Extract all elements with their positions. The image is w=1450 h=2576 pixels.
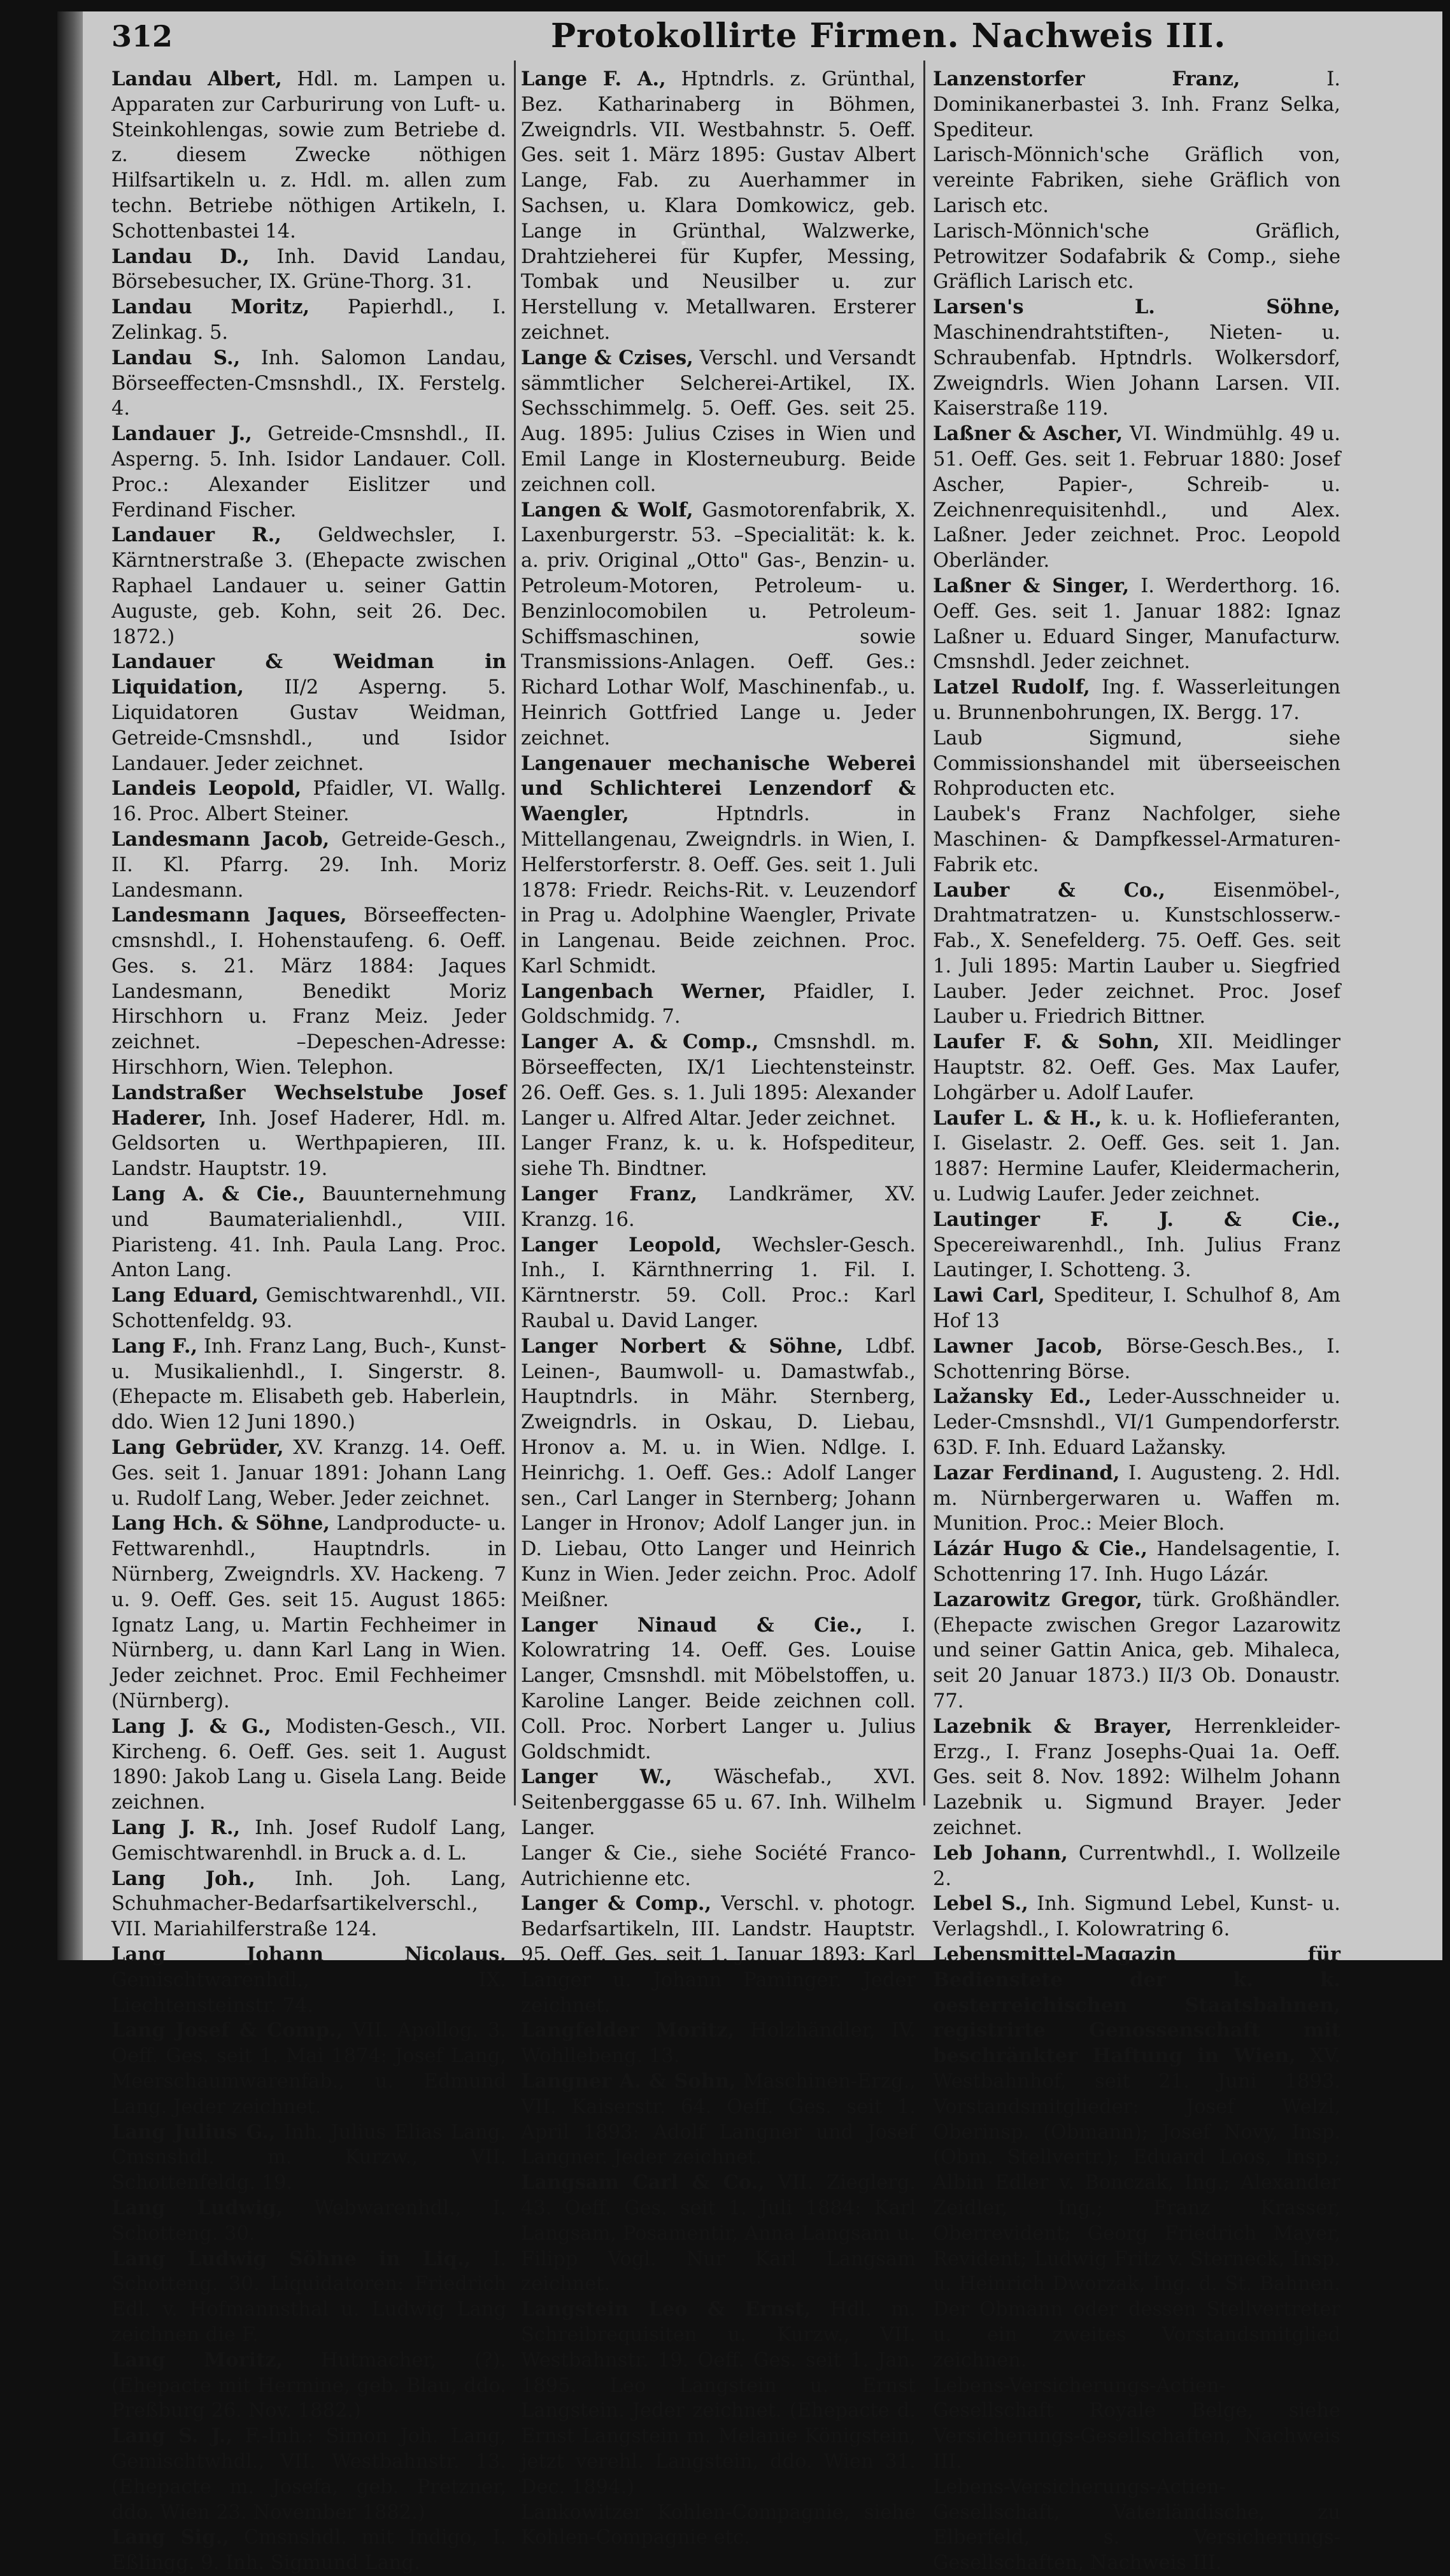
entry-text: Laubek's Franz Nachfolger, siehe Maschinen- & Dampfkessel-Armaturen-Fabrik etc. [933,803,1340,876]
entry-text: Langer Franz, k. u. k. Hofspediteur, siehe Th. Bindtner. [521,1132,916,1181]
entry-headword: Langer Ninaud & Cie., [521,1613,863,1637]
entry-headword: Langer Franz, [521,1183,698,1206]
entry-text: Ing. f. Wasserleitungen u. Brunnenbohrungen, IX. Bergg. 17. [933,676,1340,724]
entry-headword: Landau Moritz, [111,295,310,319]
entry-headword: Lázár Hugo & Cie., [933,1537,1148,1561]
directory-entry [111,903,506,1081]
directory-entry [111,1816,506,1867]
directory-entry [521,1233,916,1334]
entry-headword: Langer Leopold, [521,1233,722,1256]
entry-text: Handelsagentie, I. Schottenring 17. Inh. Hugo Lázár. [933,1538,1340,1586]
directory-entry [111,1283,506,1334]
entry-headword: Lang F., [111,1334,198,1358]
entry-text: I. Dominikanerbastei 3. Inh. Franz Selka, Spediteur. [933,68,1340,141]
entry-text: Wäschefab., XVI. Seitenberggasse 65 u. 67. Inh. Wilhelm Langer. [521,1766,916,1839]
entry-text: Ldbf. Leinen-, Baumwoll- u. Damastwfab., Hauptndrls. in Mähr. Sternberg, Zweigndrls. in Oskau, D. Liebau, Hronov a. M. u. in Wien. Ndlge. I. Heinrichg. 1. Oeff. Ges.: Adolf Langer sen., Carl Langer in Sternberg; Johann Langer in Hronov; Adolf Langer jun. in D. Liebau, Otto Langer und Heinrich Kunz in Wien. Jeder zeichn. Proc. Adolf Meißner. [521,1335,916,1611]
entry-text: Getreide-Gesch., II. Kl. Pfarrg. 29. Inh. Moriz Landesmann. [111,828,506,902]
directory-entry [111,827,506,903]
directory-entry [111,2525,506,2576]
entry-headword: Landau D., [111,245,250,268]
entry-headword: Langen & Wolf, [521,498,693,522]
directory-entry [521,67,916,346]
entry-headword: Lauber & Co., [933,878,1165,902]
entry-headword: Landau S., [111,346,241,369]
directory-entry [521,1765,916,1840]
directory-entry [111,2247,506,2348]
entry-text: Verschl. und Versandt sämmtlicher Selcherei-Artikel, IX. Sechsschimmelg. 5. Oeff. Ges. seit 25. Aug. 1895: Julius Czises in Wien und Emil Lange in Klosterneuburg. Beide zeichnen coll. [521,346,916,496]
entry-headword: Langer W., [521,1765,672,1789]
entry-headword: Landstraßer Wechselstube Josef Haderer, [111,1081,506,1130]
entry-text: Landkrämer, XV. Kranzg. 16. [521,1183,916,1231]
directory-entry [111,523,506,650]
entry-text: Inh. Julius Elias Lang. Cmsnshdl. m. Kurzw., VII. Schottenfeldg. 19. [111,2121,506,2195]
entry-headword: Landauer & Weidman in Liquidation, [111,650,506,699]
entry-headword: Landau Albert, [111,68,282,90]
directory-entry [111,295,506,346]
entry-text: Pfaidler, I. Goldschmidg. 7. [521,980,916,1028]
directory-entry [111,245,506,295]
entry-text: Pfaidler, VI. Wallg. 16. Proc. Albert Steiner. [111,778,506,826]
directory-entry [933,1106,1340,1207]
entry-text: I. Werderthorg. 16. Oeff. Ges. seit 1. Januar 1882: Ignaz Laßner u. Eduard Singer, Manufacturw. Cmsnshdl. Jeder zeichnet. [933,574,1340,674]
directory-entry [111,1867,506,1942]
directory-entry [111,346,506,422]
entry-headword: Landeis Leopold, [111,777,302,801]
entry-text: Larisch-Mönnich'sche Gräflich von, vereinte Fabriken, siehe Gräflich von Larisch etc. [933,144,1340,217]
entry-headword: Lang J. R., [111,1816,241,1839]
entry-text: Inh. Sigmund Lebel, Kunst- u. Verlagshdl., I. Kolowratring 6. [933,1893,1340,1941]
entry-headword: Lazarowitz Gregor, [933,1588,1143,1611]
entry-headword: Laßner & Singer, [933,574,1130,597]
entry-text: Webwarenhdl., I. Schotteng. 30. [111,2196,507,2245]
directory-entry [521,2018,916,2069]
directory-entry [933,1283,1340,1334]
directory-entry [521,1131,916,1182]
entry-text: Inh. Salomon Landau, Börseeffecten-Cmsnshdl., IX. Ferstelg. 4. [111,346,506,420]
entry-text: Holzhändler, IV. Wohllebeng. 13. [521,2019,916,2068]
entry-text: Inh. Franz Lang, Buch-, Kunst- u. Musikalienhdl., I. Singerstr. 8. (Ehepacte m. Elisabeth geb. Haberlein, ddo. Wien 12 Juni 1890.) [111,1335,506,1434]
entry-text: Inh. David Landau, Börsebesucher, IX. Grüne-Thorg. 31. [111,245,507,294]
directory-entry [933,143,1340,218]
entry-text: Hptndrls. z. Grünthal, Bez. Katharinaberg in Böhmen, Zweigndrls. VII. Westbahnstr. 5. Oeff. Ges. seit 1. März 1895: Gustav Albert Lange, Fab. zu Auerhammer in Sachsen, u. Klara Domkowicz, geb. Lange in Grünthal, Walzwerke, Drahtzieherei für Kupfer, Messing, Tombak und Neusilber u. zur Herstellung v. Metallwaren. Ersterer zeichnet. [521,68,916,344]
directory-entry [111,1942,506,2018]
entry-text: Verschl. v. photogr. Bedarfsartikeln, III. Landstr. Hauptstr. 95. Oeff. Ges. seit 1. Januar 1893: Karl Langer u. Johann Paminger. Jeder zeichnet. [521,1893,916,2017]
page-number: 312 [111,19,173,53]
directory-entry [933,219,1340,295]
directory-entry [933,1537,1340,1588]
entry-text: Cmsnshdl. m. Börseeffecten, IX/1 Liechtensteinstr. 26. Oeff. Ges. s. 1. Juli 1895: Alexander Langer u. Alfred Altar. Jeder zeichnet. [521,1031,916,1130]
entry-headword: Lawner Jacob, [933,1334,1104,1358]
directory-entry [933,1461,1340,1537]
entry-headword: Laßner & Ascher, [933,422,1123,446]
entry-headword: Langenbach Werner, [521,979,766,1003]
entry-text: VII. Apollog. 3. Oeff. Ges. seit 1. Mai 1874: Josef Lang, Meerschaumwarenfab., u. Edmund Lang. Jeder zeichnet. [111,2019,506,2118]
entry-text: Maschinen-Erzg., VII. Kaiserstr. 64. Oeff. Ges. seit 1. April 1893: Adolf Langner und Josef Langner. Jeder zeichnet. [521,2070,916,2169]
directory-entry [521,2069,916,2170]
directory-entry [521,979,916,1030]
entry-text: Laub Sigmund, siehe Commissionshandel mit überseeischen Rohproducten etc. [933,727,1340,801]
entry-text: Specereiwarenhdl., Inh. Julius Franz Lautinger, I. Schotteng. 3. [933,1234,1340,1282]
entry-text: Bauunternehmung und Baumaterialienhdl., VIII. Piaristeng. 41. Inh. Paula Lang. Proc. Anton Lang. [111,1183,506,1282]
entry-headword: Lazar Ferdinand, [933,1461,1120,1484]
entry-headword: Lautinger F. J. & Cie., [933,1207,1340,1231]
directory-entry [933,574,1340,675]
entry-headword: Lang Hch. & Söhne, [111,1512,331,1535]
entry-text: Hutmacher, (?). (Ehepacte mit Hermine, geb. Blau, ddo. Preßburg 26. Nov. 1882.) [111,2349,506,2423]
directory-entry [111,1435,506,1511]
column-divider [923,60,925,1805]
entry-text: k. u. k. Hoflieferanten, I. Giselastr. 2. Oeff. Ges. seit 1. Jan. 1887: Hermine Laufer, Kleidermacherin, u. Ludwig Laufer. Jeder zeichnet. [933,1107,1340,1206]
directory-entry [111,2120,506,2196]
entry-headword: Lang Josef & Comp., [111,2019,343,2042]
entry-headword: Leb Johann, [933,1841,1068,1865]
entry-text: I. Kolowratring 14. Oeff. Ges. Louise Langer, Cmsnshdl. mit Möbelstoffen, u. Karoline Langer. Beide zeichnen coll. Coll. Proc. Norbert Langer u. Julius Goldschmidt. [521,1614,916,1763]
entry-text: XV. Kranzg. 14. Oeff. Ges. seit 1. Januar 1891: Johann Lang u. Rudolf Lang, Weber. Jeder zeichnet. [111,1437,506,1510]
directory-entry [933,2373,1340,2475]
directory-entry [933,2475,1340,2576]
directory-entry [933,802,1340,878]
entry-text: türk. Großhändler. (Ehepacte zwischen Gregor Lazarowitz und seiner Gattin Anica, geb. Mihaleca, seit 20 Januar 1873.) II/3 Ob. Donaustr. 77. [933,1588,1341,1712]
entry-headword: Lang Gebrüder, [111,1436,284,1460]
entry-headword: Lang Moritz, [111,2348,283,2372]
directory-entry [933,295,1340,422]
directory-entry [111,776,506,827]
entry-text: Eisenmöbel-, Drahtmatratzen- u. Kunstschlosserw.-Fab., X. Senefelderg. 75. Oeff. Ges. seit 1. Juli 1895: Martin Lauber u. Siegfried Lauber. Jeder zeichnet. Proc. Josef Lauber u. Friedrich Bittner. [933,879,1340,1028]
entry-headword: Lažansky Ed., [933,1385,1092,1409]
entry-headword: Langfelder Moritz, [521,2019,735,2042]
entry-headword: Langstein Leo & Ernst, [521,2298,811,2321]
entry-headword: Langsam Carl & Co., [521,2171,765,2195]
entry-text: XV. Westbahnhof, seit 21. Juni 1893. Vorstandsmitglieder: Josef Welzl, Oberinsp. (Obmann); Josef Novy, Insp. (Obm. Stellvertr.); Eduard Loos, Insp.; Albin Edler v. Bonczak, Ing.; Alexander Zeidler, Ing.; Franz Krasser, Oberrevident; Georg Friedrich Mayer, Revident; Ludwig Fritz v. Sterneck, Insp. u. Heinrich Dworzak, Ing. d. St. Bahnen. Der Obmann oder dessen Stellvertreter u. ein zweites Vorstandsmitglied zeichnen. [933,2045,1340,2372]
entry-text: VI. Windmühlg. 49 u. 51. Oeff. Ges. seit 1. Februar 1880: Josef Ascher, Papier-, Schreib- u. Zeichnenrequisitenhdl., und Alex. Laßner. Jeder zeichnet. Proc. Leopold Oberländer. [933,423,1340,573]
entry-headword: Larsen's L. Söhne, [933,295,1340,319]
entry-text: Modisten-Gesch., VII. Kircheng. 6. Oeff. Ges. seit 1. August 1890: Jakob Lang u. Gisela Lang. Beide zeichnen. [111,1715,506,1814]
entry-headword: Lang Julius G., [111,2120,276,2144]
entry-headword: Langer & Comp., [521,1892,712,1916]
entry-text: Papierhdl., I. Zelinkag. 5. [111,296,506,344]
entry-text: Lebens-Versicherungs-Actien-Gesellschaft, Vaterländische, zu Elberfeld, s. Versicherungs-Gesellschaften, Nachweis III. [933,2475,1340,2575]
entry-headword: Lange F. A., [521,68,666,90]
directory-entry [111,422,506,523]
directory-entry [933,1714,1340,1841]
entry-headword: Lazebnik & Brayer, [933,1714,1172,1738]
entry-text: Spediteur, I. Schulhof 8, Am Hof 13 [933,1284,1341,1333]
entry-headword: Landauer J., [111,422,252,446]
entry-headword: Lawi Carl, [933,1284,1045,1307]
entry-text: Cmsnshdl. mit Indigo, I. Eßlingg. 9. Inh. Sigmund Lang. [111,2526,506,2575]
entry-headword: Laufer F. & Sohn, [933,1030,1160,1054]
entry-text: Gemischtwarenhdl., IX. Liechtensteinstr. 74. [111,1968,506,2017]
entry-text: Landproducte- u. Fettwarenhdl., Hauptndrls. in Nürnberg, Zweigndrls. XV. Hackeng. 7 u. 9. Oeff. Ges. seit 15. August 1865: Ignatz Lang, u. Martin Fechheimer in Nürnberg, u. dann Karl Lang in Wien. Jeder zeichnet. Proc. Emil Fechheimer (Nürnberg). [111,1512,506,1712]
directory-entry [933,67,1340,143]
entry-headword: Langer Norbert & Söhne, [521,1334,844,1358]
page-header [111,14,1379,65]
entry-text: Geldwechsler, I. Kärntnerstraße 3. (Ehepacte zwischen Raphael Landauer u. seiner Gattin Auguste, geb. Kohn, seit 26. Dec. 1872.) [111,524,506,648]
entry-headword: Lang Eduard, [111,1284,259,1307]
entry-text: Börse-Gesch.Bes., I. Schottenring Börse. [933,1335,1340,1383]
entry-text: Hdl. m. Lampen u. Apparaten zur Carburirung von Luft- u. Steinkohlengas, sowie zum Betriebe d. z. diesem Zwecke nöthigen Hilfsartikeln u. z. Hdl. m. allen zum techn. Betriebe nöthigen Artikeln, I. Schottenbastei 14. [111,68,506,243]
entry-headword: Langenauer mechanische Weberei und Schlichterei Lenzendorf & Waengler, [521,751,916,826]
entry-headword: Lang Johann Nicolaus, [111,1942,506,1966]
entry-text: Inh. Josef Rudolf Lang, Gemischtwarenhdl. in Bruck a. d. L. [111,1816,506,1865]
entry-headword: Lang Ludwig, [111,2196,283,2219]
directory-entry [111,1081,506,1182]
entry-text: Getreide-Cmsnshdl., II. Asperng. 5. Inh. Isidor Landauer. Coll. Proc.: Alexander Eislitzer und Ferdinand Fischer. [111,423,506,522]
directory-entry [933,1030,1340,1106]
directory-entry [933,1891,1340,1942]
directory-entry [111,650,506,776]
entry-headword: Latzel Rudolf, [933,676,1090,699]
directory-entry [521,2170,916,2297]
running-title: Protokollirte Firmen. Nachweis III. [551,17,1226,55]
directory-entry [933,1384,1340,1460]
directory-entry [933,726,1340,802]
directory-entry [111,2018,506,2119]
directory-column-1 [111,67,507,2575]
entry-text: Larisch-Mönnich'sche Gräflich, Petrowitzer Sodafabrik & Comp., siehe Gräflich Larisch etc. [933,220,1340,294]
entry-text: VII. Zieglerg. 43. Oeff. Ges. seit 1. Juli 1884: Karl Langsam, Posamentir, Anna Langsam u. Filipp Vogl. Nur Karl Langsam zeichnet. [521,2172,916,2296]
entry-text: F.-Inh.: Simon Joh. Lang, Gemischtwhdl., VII. Westbahnstr. 13. (Ehepacte m. Josefa, geb. Pretzner, ddo. Wien 23. November 1882.) [111,2425,506,2524]
entry-text: Leder-Ausschneider u. Leder-Cmsnshdl., VI/1 Gumpendorferstr. 63D. F. Inh. Eduard Lažansky. [933,1386,1340,1460]
entry-headword: Landauer R., [111,523,281,547]
directory-entry [111,1334,506,1435]
entry-headword: Lang S. J., [111,2424,233,2448]
directory-entry [521,751,916,979]
directory-entry [521,2297,916,2500]
entry-text: Langer & Cie., siehe Société Franco-Autrichienne etc. [521,1842,916,1890]
page-binding-edge [57,11,83,1960]
entry-text: Maschinendrahtstiften-, Nieten- u. Schraubenfab. Hptndrls. Wolkersdorf, Zweigndrls. Wien Johann Larsen. VII. Kaiserstraße 119. [933,321,1340,420]
entry-headword: Lang Ludwig Söhne in Liq., [111,2247,471,2270]
entry-headword: Lange & Czises, [521,346,693,369]
directory-entry [111,2196,506,2247]
directory-entry [521,1182,916,1233]
directory-entry [933,1207,1340,1283]
directory-entry [521,346,916,498]
directory-entry [933,675,1340,726]
column-divider [514,60,516,1805]
entry-text: Herrenkleider-Erzg., I. Franz Josephs-Quai 1a. Oeff. Ges. seit 8. Nov. 1892: Wilhelm Johann Lazebnik u. Sigmund Brayer. Jeder zeichnet. [933,1715,1340,1839]
directory-entry [933,1841,1340,1892]
entry-headword: Landesmann Jacob, [111,827,330,851]
entry-text: Hptndrls. in Mittellangenau, Zweigndrls. in Wien, I. Helferstorferstr. 8. Oeff. Ges. seit 1. Juli 1878: Friedr. Reichs-Rit. v. Leuzendorf in Prag u. Adolphine Waengler, Private in Langenau. Beide zeichnen. Proc. Karl Schmidt. [521,803,916,978]
directory-entry [521,1030,916,1131]
directory-entry [521,1613,916,1765]
directory-entry [111,1511,506,1714]
entry-text: Gemischtwarenhdl., VII. Schottenfeldg. 93. [111,1284,506,1333]
entry-text: Currentwhdl., I. Wollzeile 2. [933,1842,1340,1890]
entry-headword: Lebensmittel-Magazin für Bedienstete der k. k. oesterreichischen Staatsbahnen, registrirte Genossenschaft mit beschränkter Haftung in Wien, [933,1942,1340,2068]
entry-text: XII. Meidlinger Hauptstr. 82. Oeff. Ges. Max Laufer, Lohgärber u. Adolf Laufer. [933,1031,1340,1104]
directory-column-3 [933,67,1341,2575]
entry-headword: Laufer L. & H., [933,1106,1102,1130]
entry-headword: Langner A. & Sohn, [521,2069,736,2093]
entry-headword: Lang Sig., [111,2526,229,2549]
directory-entry [933,422,1340,574]
directory-entry [111,1714,506,1816]
directory-entry [521,1334,916,1613]
directory-entry [111,2348,506,2424]
directory-column-2 [521,67,916,2549]
entry-text: Lebens-Versicherungs-Actien-Gesellschaft Royale Belge, siehe Versicherungs-Gesellschaften, Nachweis III. [933,2374,1340,2473]
entry-headword: Lebel S., [933,1892,1028,1916]
directory-entry [111,67,506,245]
entry-headword: Lang J. & G., [111,1714,271,1738]
entry-headword: Landesmann Jaques, [111,904,347,927]
directory-entry [521,1841,916,1892]
directory-entry [521,1891,916,2018]
directory-entry [111,2424,506,2525]
entry-text: I. Schotteng. 30. Liquidatoren: Friedrich Edl. v. Hofmannsthal u. Ludwig Lang zeichnen die F. [111,2247,506,2346]
entry-headword: Lang A. & Cie., [111,1183,306,1206]
entry-headword: Langer A. & Comp., [521,1030,759,1054]
entry-text: I. Augusteng. 2. Hdl. m. Nürnbergerwaren u. Waffen m. Munition. Proc.: Meier Bloch. [933,1462,1340,1535]
entry-text: Hdl. m. Schreibrequisiten u. Kurzw., VII. Westbahnstr. 19. Oeff. Ges. seit 1. Jan. 1895. Leo Langstein u. Ernst Langstein. Jeder zeichnet. (Ehepacte d. Ernst Langstein m. Melanie Königstein, jetzt verehl. Langstein, ddo. Wien 31. Dec. 1894.) [521,2298,916,2498]
entry-text: Börseeffecten-cmsnshdl., I. Hohenstaufeng. 6. Oeff. Ges. s. 21. März 1884: Jaques Landesmann, Benedikt Moriz Hirschhorn u. Franz Meiz. Jeder zeichnet. –Depeschen-Adresse: Hirschhorn, Wien. Telephon. [111,904,506,1079]
entry-text: II/2 Asperng. 5. Liquidatoren Gustav Weidman, Getreide-Cmsnshdl., und Isidor Landauer. Jeder zeichnet. [111,676,506,775]
directory-entry [521,2500,916,2551]
directory-entry [933,1588,1340,1714]
directory-entry [933,1942,1340,2373]
entry-text: Wechsler-Gesch. Inh., I. Kärnthnerring 1. Fil. I. Kärntnerstr. 59. Coll. Proc.: Karl Raubal u. David Langer. [521,1234,916,1333]
entry-headword: Lang Joh., [111,1867,255,1890]
directory-entry [521,498,916,751]
directory-entry [111,1182,506,1283]
directory-entry [933,878,1340,1030]
entry-text: Inh. Joh. Lang, Schuhmacher-Bedarfsartikelverschl., VII. Mariahilferstraße 124. [111,1867,507,1941]
entry-text: Lankowitzer Kohlen-Compagnie, siehe Kohlen-Compagnie etc. [521,2501,916,2549]
entry-text: Inh. Josef Haderer, Hdl. m. Geldsorten u. Werthpapieren, III. Landstr. Hauptstr. 19. [111,1107,506,1181]
entry-text: Gasmotorenfabrik, X. Laxenburgerstr. 53. –Specialität: k. k. a. priv. Original „Otto" Gas-, Benzin- u. Petroleum-Motoren, Petroleum- u. Benzinlocomobilen u. Petroleum-Schiffsmaschinen, sowie Transmissions-Anlagen. Oeff. Ges.: Richard Lothar Wolf, Maschinenfab., u. Heinrich Gottfried Lange u. Jeder zeichnet. [521,499,916,750]
directory-entry [933,1334,1340,1385]
entry-headword: Lanzenstorfer Franz, [933,68,1240,90]
